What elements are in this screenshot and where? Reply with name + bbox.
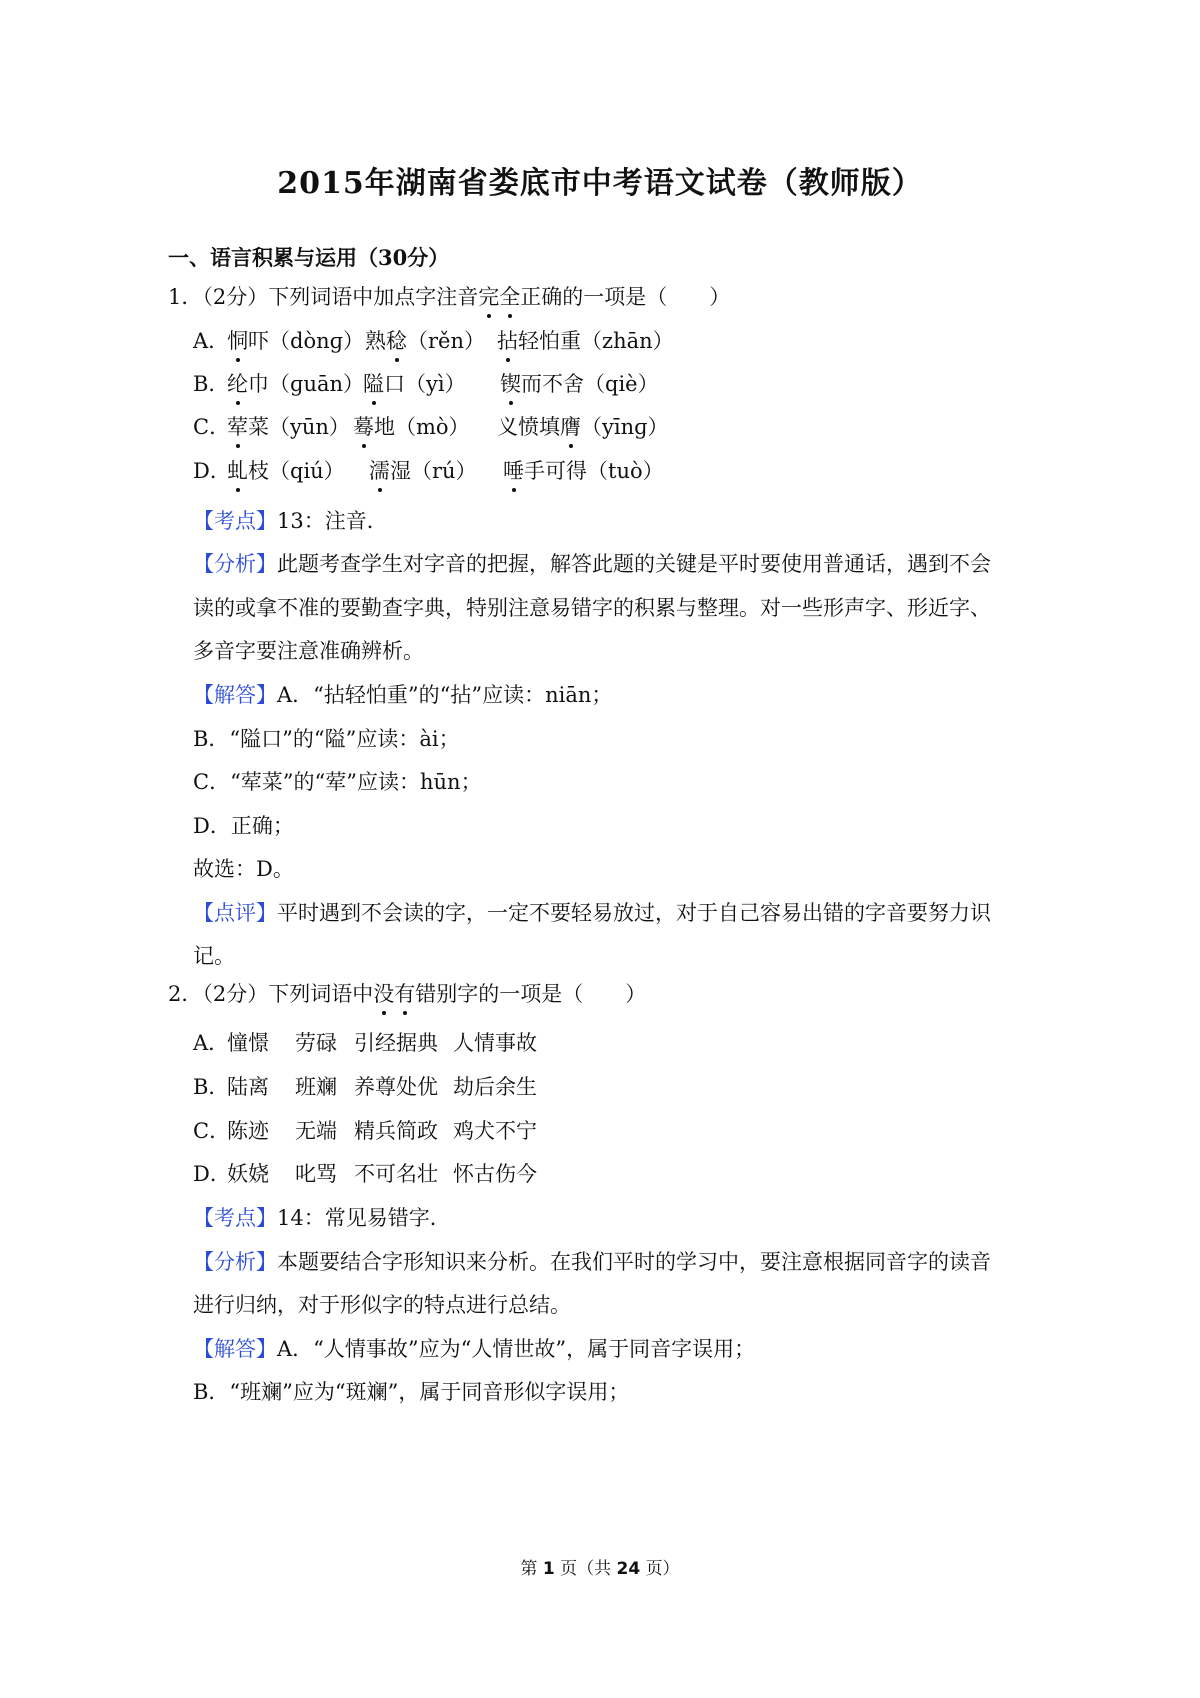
option-word: 鸡犬不宁 — [453, 1119, 537, 1143]
kaodian-text: 14：常见易错字． — [277, 1206, 451, 1230]
option-word: 班斓 — [295, 1075, 337, 1099]
kaodian-text: 13：注音． — [277, 509, 388, 533]
emphasis-dot-char: 有 — [394, 982, 416, 1006]
q2-fenxi — [193, 1248, 991, 1276]
q2-stem-before: 2．（2分）下列词语中 — [168, 982, 374, 1006]
q1-fenxi-line2: 读的或拿不准的要勤查字典，特别注意易错字的积累与整理。对一些形声字、形近字、 — [193, 596, 991, 620]
q2-kaodian — [193, 1204, 451, 1232]
option-label: C． — [193, 415, 231, 439]
page-number: 1 — [542, 1559, 555, 1579]
q1-dianping — [193, 899, 991, 927]
fenxi-text: 此题考查学生对字音的把握，解答此题的关键是平时要使用普通话，遇到不会 — [277, 552, 991, 576]
q2-fenxi-line2: 进行归纳，对于形似字的特点进行总结。 — [193, 1293, 571, 1317]
option-label: B． — [193, 1075, 230, 1099]
emphasis-dot-char: 没 — [373, 982, 395, 1006]
option-word: 陈迹 — [227, 1119, 269, 1143]
option-word: 陆离 — [227, 1075, 269, 1099]
option-word: 怀古伤今 — [453, 1162, 537, 1186]
footer-mid: 页（共 — [560, 1559, 612, 1579]
fenxi-text: 本题要结合字形知识来分析。在我们平时的学习中，要注意根据同音字的读音 — [277, 1250, 991, 1274]
option-word: 养尊处优 — [354, 1075, 438, 1099]
q1-jieda-line5: 故选：D。 — [193, 857, 294, 881]
option-word: 无端 — [295, 1119, 337, 1143]
option-word: 荤菜（yūn） — [227, 415, 350, 439]
option-word: 劫后余生 — [453, 1075, 537, 1099]
option-word: 隘口（yì） — [363, 372, 466, 396]
option-word: 恫吓（dònɡ） — [227, 329, 365, 353]
page-footer — [0, 1554, 1200, 1579]
kaodian-tag: 【考点】 — [193, 1206, 277, 1230]
jieda-tag: 【解答】 — [193, 1337, 277, 1361]
option-word: 纶巾（ɡuān） — [227, 372, 365, 396]
option-label: C． — [193, 1119, 231, 1143]
option-label: D． — [193, 1162, 231, 1186]
jieda-text: A．“拈轻怕重”的“拈”应读：niān； — [277, 683, 613, 707]
q1-fenxi — [193, 550, 991, 578]
q1-jieda-line2: B．“隘口”的“隘”应读：ài； — [193, 727, 460, 751]
option-word: 憧憬 — [227, 1031, 269, 1055]
option-label: B． — [193, 372, 230, 396]
emphasis-dot-char: 完 — [478, 285, 500, 309]
q1-fenxi-line3: 多音字要注意准确辨析。 — [193, 639, 424, 663]
q2-stem-after: 错别字的一项是（ ） — [415, 982, 647, 1006]
option-word: 唾手可得（tuò） — [503, 459, 664, 483]
option-word: 引经据典 — [354, 1031, 438, 1055]
fenxi-tag: 【分析】 — [193, 552, 277, 576]
option-word: 人情事故 — [453, 1031, 537, 1055]
option-label: A． — [193, 329, 230, 353]
jieda-text: A．“人情事故”应为“人情世故”，属于同音字误用； — [277, 1337, 756, 1361]
q1-stem — [168, 283, 730, 311]
dianping-text: 平时遇到不会读的字，一定不要轻易放过，对于自己容易出错的字音要努力识 — [277, 901, 991, 925]
q1-jieda — [193, 681, 612, 709]
kaodian-tag: 【考点】 — [193, 509, 277, 533]
q2-jieda — [193, 1335, 755, 1363]
q1-dianping-line2: 记。 — [193, 944, 235, 968]
q1-kaodian — [193, 507, 388, 535]
option-word: 濡湿（rú） — [369, 459, 477, 483]
q1-stem-after: 正确的一项是（ ） — [520, 285, 731, 309]
fenxi-tag: 【分析】 — [193, 1250, 277, 1274]
footer-pre: 第 — [520, 1559, 538, 1579]
q2-stem — [168, 980, 646, 1008]
section-heading: 一、语言积累与运用（30分） — [168, 245, 450, 270]
option-word: 精兵简政 — [354, 1119, 438, 1143]
option-word: 锲而不舍（qiè） — [500, 372, 659, 396]
page-total: 24 — [616, 1559, 641, 1579]
option-label: D． — [193, 459, 231, 483]
q2-jieda-line2: B．“班斓”应为“斑斓”，属于同音形似字误用； — [193, 1380, 630, 1404]
option-word: 拈轻怕重（zhān） — [497, 329, 674, 353]
option-word: 虬枝（qiú） — [227, 459, 345, 483]
jieda-tag: 【解答】 — [193, 683, 277, 707]
q1-jieda-line4: D．正确； — [193, 814, 294, 838]
option-word: 劳碌 — [295, 1031, 337, 1055]
option-word: 妖娆 — [227, 1162, 269, 1186]
option-word: 熟稔（rěn） — [365, 329, 485, 353]
option-word: 不可名壮 — [354, 1162, 438, 1186]
option-word: 叱骂 — [295, 1162, 337, 1186]
q1-stem-before: 1．（2分）下列词语中加点字注音 — [168, 285, 479, 309]
q1-jieda-line3: C．“荤菜”的“荤”应读：hūn； — [193, 770, 482, 794]
option-word: 义愤填膺（yīnɡ） — [497, 415, 669, 439]
footer-post: 页） — [645, 1559, 680, 1579]
dianping-tag: 【点评】 — [193, 901, 277, 925]
option-word: 蓦地（mò） — [353, 415, 470, 439]
emphasis-dot-char: 全 — [499, 285, 521, 309]
page-title: 2015年湖南省娄底市中考语文试卷（教师版） — [277, 166, 923, 201]
option-label: A． — [193, 1031, 230, 1055]
